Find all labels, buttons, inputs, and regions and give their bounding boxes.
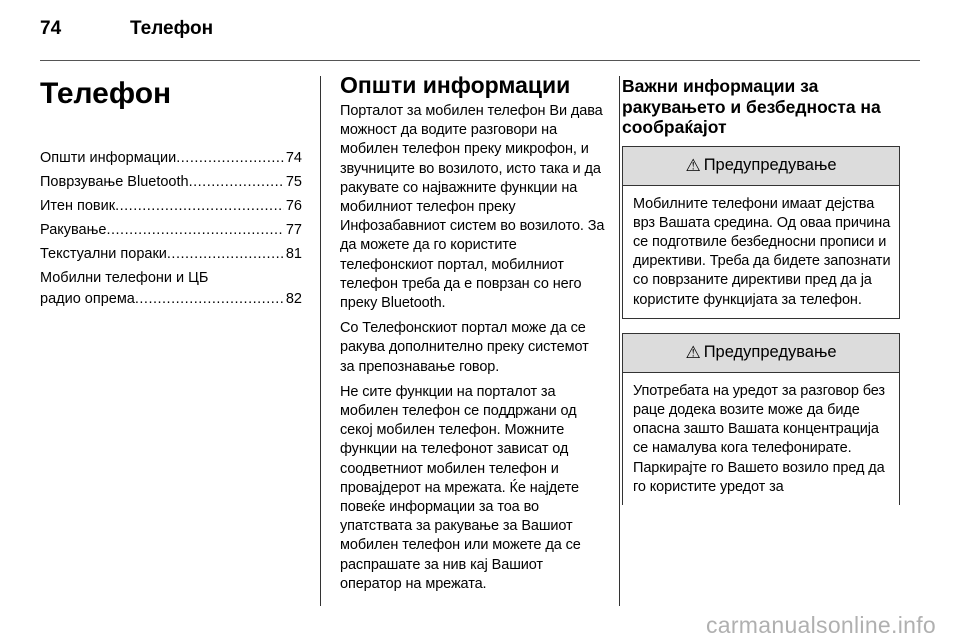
toc-page-number: 77: [285, 222, 302, 238]
chapter-header: Телефон: [130, 18, 214, 39]
toc-page-number: 75: [285, 174, 302, 190]
general-information-column: [340, 72, 605, 600]
toc-label: Општи информации: [40, 150, 177, 166]
toc-item[interactable]: [40, 196, 302, 217]
warning-header: [623, 334, 899, 373]
toc-item[interactable]: [40, 172, 302, 193]
toc-page-number: 76: [285, 198, 302, 214]
toc-page-number: 74: [285, 150, 302, 166]
toc-leader-dots: [115, 196, 284, 217]
toc-leader-dots: [106, 220, 283, 241]
warning-box: [622, 333, 900, 505]
toc-leader-dots: [189, 172, 284, 193]
column-divider: [320, 76, 321, 606]
body-paragraph: Не сите функции на порталот за мобилен телефон се поддржани од секој мобилен телефон. Можните функции на телефонот зависат од соодветниот мобилен телефон и провајдерот на мрежата. Ќе најдете повеќе информации за тоа во упатствата за ракување за Вашиот мобилен телефон или можете да се распрашате за нив кај Вашиот оператор на мрежата.: [340, 383, 581, 592]
chapter-title: Телефон: [40, 77, 172, 110]
toc-item[interactable]: [40, 244, 302, 265]
subsection-title: Важни информации за ракувањето и безбедноста на сообраќајот: [622, 76, 881, 137]
page-number: 74: [40, 18, 62, 39]
toc-leader-dots: [176, 148, 284, 169]
body-paragraph: Порталот за мобилен телефон Ви дава можност да водите разговори на мобилен телефон преку микрофон, и звучниците во возилото, исто така и да ракувате со најважните функции на мобилниот телефон преку Инфозабавниот систем во возилото. За да можете да го користите телефонскиот портал, мобилниот телефон треба да е поврзан со него преку Bluetooth.: [340, 103, 605, 312]
body-paragraph: Со Телефонскиот портал може да се ракува дополнително преку системот за препознавање говор.: [340, 320, 589, 375]
toc-page-number: 82: [285, 291, 302, 307]
warning-header: [623, 147, 899, 186]
section-title: Општи информации: [340, 72, 571, 98]
page-header: [40, 18, 920, 60]
watermark-text: carmanualsonline.info: [705, 612, 936, 638]
warning-heading: Предупредување: [703, 343, 837, 362]
toc-item[interactable]: [40, 220, 302, 241]
toc-label: радио опрема: [40, 291, 135, 307]
warning-text: Употребата на уредот за разговор без раце додека возите може да биде опасна зашто Вашата концентрација се намалува кога телефонирате. Паркирајте го Вашето возило пред да го користите уредот за: [633, 382, 885, 495]
table-of-contents-column: [40, 76, 302, 313]
warning-text: Мобилните телефони имаат дејства врз Вашата средина. Од оваа причина се подготвиле безбедносни прописи и директиви. Треба да бидете запознати со поврзаните директиви пред да ја користите функцијата за телефон.: [633, 195, 891, 308]
warning-triangle-icon: ⚠: [685, 342, 701, 362]
safety-information-column: [622, 76, 900, 519]
warning-triangle-icon: ⚠: [685, 155, 701, 175]
toc-label: Итен повик: [40, 198, 116, 214]
toc-leader-dots: [167, 244, 284, 265]
warning-heading: Предупредување: [703, 156, 837, 174]
header-rule: [40, 60, 920, 61]
toc-label: Текстуални пораки: [40, 246, 167, 262]
toc-label: Ракување: [40, 222, 107, 238]
toc-item[interactable]: [40, 268, 302, 310]
warning-box: [622, 146, 900, 319]
toc-label: Поврзување Bluetooth: [40, 174, 189, 190]
column-divider: [619, 76, 620, 606]
toc-page-number: 81: [285, 246, 302, 262]
toc-item[interactable]: [40, 148, 302, 169]
toc-leader-dots: [135, 289, 284, 310]
toc-label: Мобилни телефони и ЦБ: [40, 270, 209, 286]
